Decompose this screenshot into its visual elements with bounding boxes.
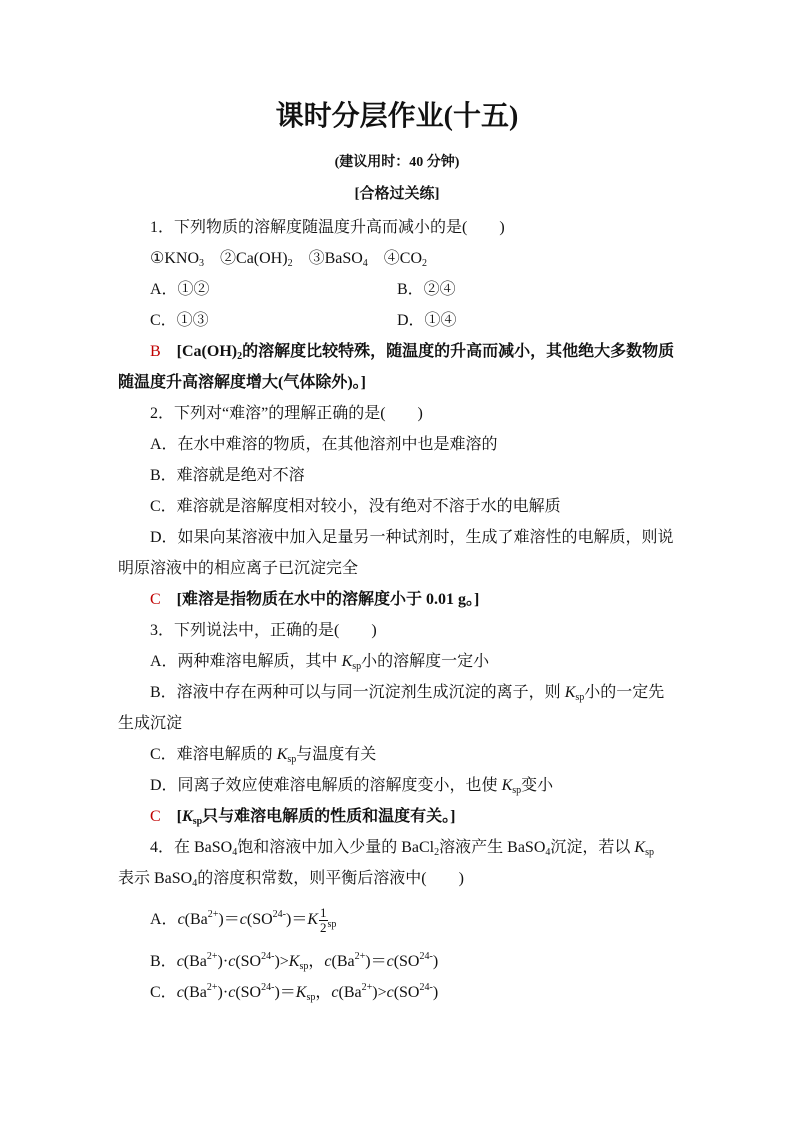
q1-substances (118, 243, 678, 274)
option-text: C．难溶电解质的 (150, 746, 277, 763)
q3-explanation (161, 808, 456, 825)
q2-option-c: C．难溶就是溶解度相对较小，没有绝对不溶于水的电解质 (150, 498, 561, 515)
q1-explanation-continued: 随温度升高溶解度增大(气体除外)。] (118, 374, 366, 391)
option-label: C． (150, 984, 177, 1001)
subscript: sp (352, 661, 362, 672)
superscript: 2+ (206, 951, 218, 962)
concentration-symbol: c (228, 953, 236, 970)
option-text: 变小 (521, 777, 554, 794)
q3-stem: 3．下列说法中，正确的是( ) (150, 622, 377, 639)
concentration-symbol: c (239, 911, 247, 928)
concentration-symbol: c (228, 984, 236, 1001)
subscript: 4 (192, 878, 198, 889)
q4-option-a (118, 894, 678, 946)
option-text: A．两种难溶电解质，其中 (150, 653, 342, 670)
stem-text: 的溶度积常数，则平衡后溶液中( ) (197, 870, 464, 887)
q2-answer-line (118, 584, 678, 615)
ksp-symbol: K (634, 839, 646, 856)
superscript: 2+ (361, 982, 373, 993)
q1-options-row-2 (118, 305, 678, 336)
concentration-symbol: c (177, 911, 185, 928)
q4-option-c (118, 977, 678, 1008)
subscript: sp (299, 961, 309, 972)
option-label: B． (150, 953, 177, 970)
explanation-text: 只与难溶电解质的性质和温度有关。] (202, 808, 456, 825)
option-text: D．同离子效应使难溶电解质的溶解度变小，也使 (150, 777, 502, 794)
superscript: 24- (261, 951, 275, 962)
subscript: sp (512, 785, 522, 796)
ksp-symbol: K (341, 653, 353, 670)
subscript: sp (645, 847, 654, 858)
subscript: 2 (237, 351, 243, 362)
option-text: 小的一定先 (584, 684, 665, 701)
formula-text: (SO (393, 984, 420, 1001)
formula-text: ) (432, 953, 439, 970)
formula-text: )· (217, 984, 229, 1001)
subscript: 4 (232, 847, 238, 858)
formula-text: )＝ (365, 953, 387, 970)
subscript: 3 (199, 258, 205, 269)
option-text: 与温度有关 (296, 746, 377, 763)
formula-text: (SO (235, 953, 262, 970)
q2-option-a: A．在水中难溶的物质，在其他溶剂中也是难溶的 (150, 436, 498, 453)
q2-option-d-continued: 明原溶液中的相应离子已沉淀完全 (118, 560, 359, 577)
substance-text: ④CO (367, 250, 423, 267)
formula-text: (SO (393, 953, 420, 970)
q1-options-row-1 (118, 274, 678, 305)
q4-stem-continued (118, 863, 678, 894)
formula-text: ， (308, 953, 325, 970)
substance-text: ①KNO (150, 250, 200, 267)
q3-option-d (118, 770, 678, 801)
ksp-symbol: K (182, 808, 193, 825)
superscript: 24- (419, 951, 433, 962)
option-text: 小的溶解度一定小 (361, 653, 490, 670)
subscript: sp (306, 992, 316, 1003)
q1-answer-line (118, 336, 678, 367)
formula-text: )· (217, 953, 229, 970)
ksp-symbol: K (276, 746, 288, 763)
subscript: sp (327, 919, 337, 930)
ksp-symbol: K (564, 684, 576, 701)
fraction-numerator: 1 (320, 904, 327, 920)
exponent-fraction (319, 906, 328, 935)
stem-text: 溶液产生 BaSO (439, 839, 546, 856)
q1-option-a: A．①② (150, 281, 210, 298)
question-list (118, 212, 678, 1008)
q1-answer: B (150, 343, 161, 360)
subscript: sp (575, 692, 585, 703)
q2-explanation: [难溶是指物质在水中的溶解度小于 0.01 g。] (160, 591, 480, 608)
q3-option-b (118, 677, 678, 708)
formula-text: (Ba (183, 953, 207, 970)
concentration-symbol: c (331, 984, 339, 1001)
explanation-text: [ (160, 808, 183, 825)
formula-text: )＝ (286, 911, 308, 928)
fraction-denominator: 2 (320, 919, 327, 935)
q3-option-c (118, 739, 678, 770)
q1-option-c: C．①③ (150, 312, 209, 329)
section-heading: [合格过关练] (354, 186, 440, 202)
ksp-symbol: K (501, 777, 513, 794)
formula-text: (Ba (331, 953, 355, 970)
q2-option-b: B．难溶就是绝对不溶 (150, 467, 305, 484)
formula-text: (Ba (338, 984, 362, 1001)
concentration-symbol: c (176, 953, 184, 970)
q3-option-a (118, 646, 678, 677)
q1-option-d: D．①④ (397, 312, 457, 329)
formula-text: )＝ (274, 984, 296, 1001)
formula-text: )＝ (218, 911, 240, 928)
q4-option-b (118, 946, 678, 977)
formula-text: (Ba (184, 911, 208, 928)
stem-text: 沉淀，若以 (550, 839, 635, 856)
substance-text: ②Ca(OH) (204, 250, 288, 267)
formula-text: (SO (235, 984, 262, 1001)
q2-answer: C (150, 591, 161, 608)
formula-text: ) (432, 984, 439, 1001)
concentration-symbol: c (386, 984, 394, 1001)
concentration-symbol: c (176, 984, 184, 1001)
formula-text: (Ba (183, 984, 207, 1001)
q1-explanation (161, 343, 674, 360)
option-label: A． (150, 911, 178, 928)
time-hint: (建议用时：40 分钟) (334, 155, 460, 170)
formula-text: ， (315, 984, 332, 1001)
ksp-symbol: K (295, 984, 307, 1001)
ksp-symbol: K (288, 953, 300, 970)
formula-text: )> (274, 953, 289, 970)
explanation-text: 的溶解度比较特殊，随温度的升高而减小，其他绝大多数物质 (242, 343, 675, 360)
q3-option-b-continued: 生成沉淀 (118, 715, 183, 732)
page-title: 课时分层作业(十五) (275, 101, 519, 132)
ksp-symbol: K (307, 911, 319, 928)
formula-text: )> (372, 984, 387, 1001)
concentration-symbol: c (324, 953, 332, 970)
stem-text: 表示 BaSO (118, 870, 193, 887)
superscript: 2+ (354, 951, 366, 962)
q1-stem: 1．下列物质的溶解度随温度升高而减小的是( ) (150, 219, 505, 236)
stem-text: 饱和溶液中加入少量的 BaCl (237, 839, 435, 856)
q3-answer-line (118, 801, 678, 832)
substance-text: ③BaSO (292, 250, 363, 267)
subscript: 2 (434, 847, 440, 858)
superscript: 24- (272, 909, 286, 920)
subscript: sp (192, 816, 203, 827)
q4-stem (118, 832, 678, 863)
concentration-symbol: c (386, 953, 394, 970)
subscript: 2 (422, 258, 428, 269)
subscript: sp (287, 754, 297, 765)
q1-option-b: B．②④ (397, 281, 456, 298)
subscript: 2 (287, 258, 293, 269)
stem-text: 4．在 BaSO (150, 839, 233, 856)
q2-stem: 2．下列对“难溶”的理解正确的是( ) (150, 405, 423, 422)
subscript: 4 (545, 847, 551, 858)
option-text: B．溶液中存在两种可以与同一沉淀剂生成沉淀的离子，则 (150, 684, 565, 701)
q2-option-d: D．如果向某溶液中加入足量另一种试剂时，生成了难溶性的电解质，则说 (150, 529, 674, 546)
formula-text: (SO (246, 911, 273, 928)
explanation-text: [Ca(OH) (160, 343, 238, 360)
superscript: 2+ (206, 982, 218, 993)
superscript: 2+ (207, 909, 219, 920)
superscript: 24- (419, 982, 433, 993)
superscript: 24- (261, 982, 275, 993)
subscript: 4 (362, 258, 368, 269)
q3-answer: C (150, 808, 161, 825)
